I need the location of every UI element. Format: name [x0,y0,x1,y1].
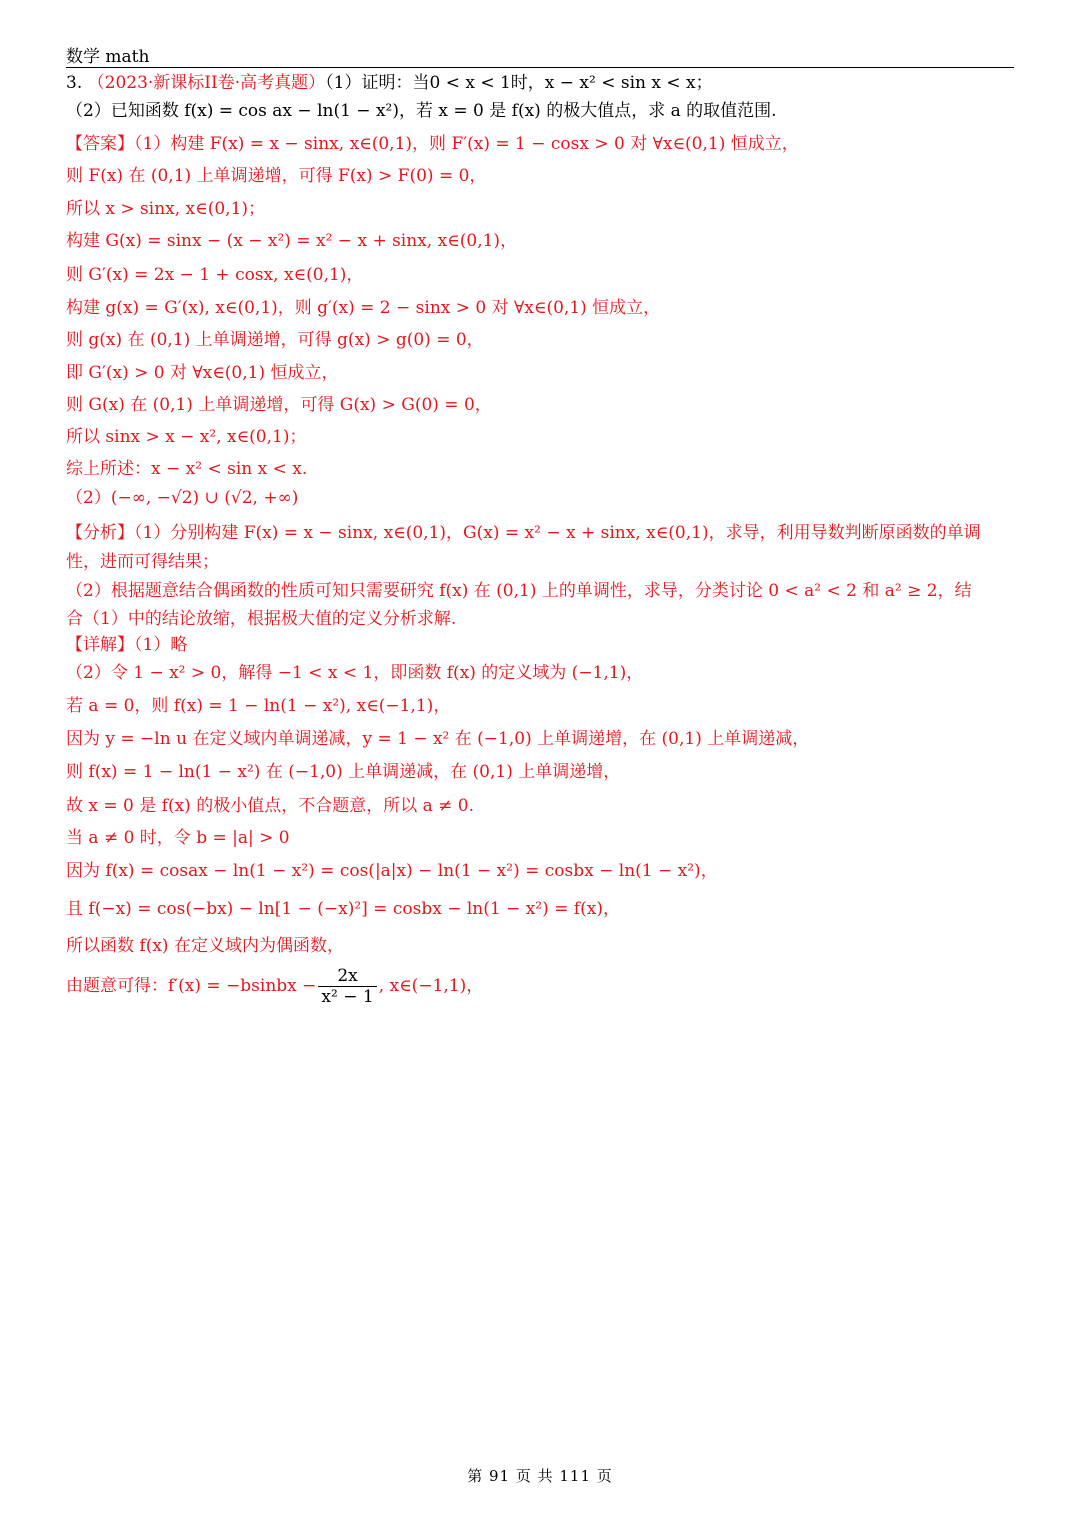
answer-line-1: 则 F(x) 在 (0,1) 上单调递增，可得 F(x) > F(0) = 0， [66,166,487,186]
answer-line-4: 则 G′(x) = 2x − 1 + cosx, x∈(0,1)， [66,265,364,285]
answer-line-10: 综上所述：x − x² < sin x < x. [66,459,308,479]
fraction-numerator: 2x [318,966,376,987]
detail-line-last [66,966,483,1007]
answer-line-3: 构建 G(x) = sinx − (x − x²) = x² − x + sinx, x∈(0,1)， [66,231,518,251]
detail-last-prefix: 由题意可得：f′(x) = −bsinbx − [66,976,317,996]
answer-line-6: 则 g(x) 在 (0,1) 上单调递增，可得 g(x) > g(0) = 0， [66,330,484,350]
answer-line-0 [66,133,799,155]
problem-part2: （2）已知函数 f(x) = cos ax − ln(1 − x²)，若 x = 0 是 f(x) 的极大值点，求 a 的取值范围. [66,101,777,121]
answer-line-7: 即 G′(x) > 0 对 ∀x∈(0,1) 恒成立， [66,363,339,383]
detail-line-5: 当 a ≠ 0 时，令 b = |a| > 0 [66,828,290,848]
detail-line-0: （2）令 1 − x² > 0，解得 −1 < x < 1，即函数 f(x) 的定义域为 (−1,1)， [66,663,644,683]
analysis-line-3: 合（1）中的结论放缩，根据极大值的定义分析求解. [66,609,457,629]
detail-line-2: 因为 y = −ln u 在定义域内单调递减，y = 1 − x² 在 (−1,0) 上单调递增，在 (0,1) 上单调递减， [66,729,810,749]
analysis-label: 【分析】 [66,523,134,543]
detail-line-6: 因为 f(x) = cosax − ln(1 − x²) = cos(|a|x) − ln(1 − x²) = cosbx − ln(1 − x²)， [66,861,718,881]
problem-source: （2023·新课标II卷·高考真题） [87,73,326,93]
answer-line-9: 所以 sinx > x − x², x∈(0,1)； [66,427,307,447]
detail-last-suffix: , x∈(−1,1)， [378,976,484,996]
answer-line-8: 则 G(x) 在 (0,1) 上单调递增，可得 G(x) > G(0) = 0， [66,395,492,415]
derivative-fraction [318,966,376,1007]
detail-line-1: 若 a = 0，则 f(x) = 1 − ln(1 − x²), x∈(−1,1)， [66,696,451,716]
problem-number: 3. [66,73,83,93]
detail-line-head [66,634,187,656]
answer-line-5: 构建 g(x) = G′(x), x∈(0,1)，则 g′(x) = 2 − sinx > 0 对 ∀x∈(0,1) 恒成立， [66,298,661,318]
detail-line-3: 则 f(x) = 1 − ln(1 − x²) 在 (−1,0) 上单调递减，在 (0,1) 上单调递增， [66,762,621,782]
problem-line-1 [66,72,713,94]
detail-label: 【详解】 [66,635,134,655]
answer-label: 【答案】 [66,134,134,154]
analysis-text: （1）分别构建 F(x) = x − sinx, x∈(0,1)，G(x) = x² − x + sinx, x∈(0,1)，求导，利用导数判断原函数的单调 [134,523,981,543]
analysis-line-1: 性，进而可得结果； [66,552,219,572]
detail-first: （1）略 [134,635,188,655]
page-footer: 第 91 页 共 111 页 [467,1467,613,1485]
header-subject: 数学 math [66,47,150,67]
answer-line-2: 所以 x > sinx, x∈(0,1)； [66,199,266,219]
answer-text: （1）构建 F(x) = x − sinx, x∈(0,1)，则 F′(x) = 1 − cosx > 0 对 ∀x∈(0,1) 恒成立， [134,134,799,154]
detail-line-8: 所以函数 f(x) 在定义域内为偶函数， [66,936,344,956]
problem-part1: （1）证明：当0 < x < 1时，x − x² < sin x < x； [325,73,713,93]
detail-line-7: 且 f(−x) = cos(−bx) − ln[1 − (−x)²] = cosbx − ln(1 − x²) = f(x)， [66,899,620,919]
detail-line-4: 故 x = 0 是 f(x) 的极小值点，不合题意，所以 a ≠ 0. [66,796,475,816]
header-rule [66,67,1014,68]
answer-line-11: （2）(−∞, −√2) ∪ (√2, +∞) [66,488,299,508]
analysis-line-2: （2）根据题意结合偶函数的性质可知只需要研究 f(x) 在 (0,1) 上的单调性，求导，分类讨论 0 < a² < 2 和 a² ≥ 2，结 [66,581,972,601]
fraction-denominator: x² − 1 [321,987,374,1007]
analysis-line-0 [66,522,981,544]
